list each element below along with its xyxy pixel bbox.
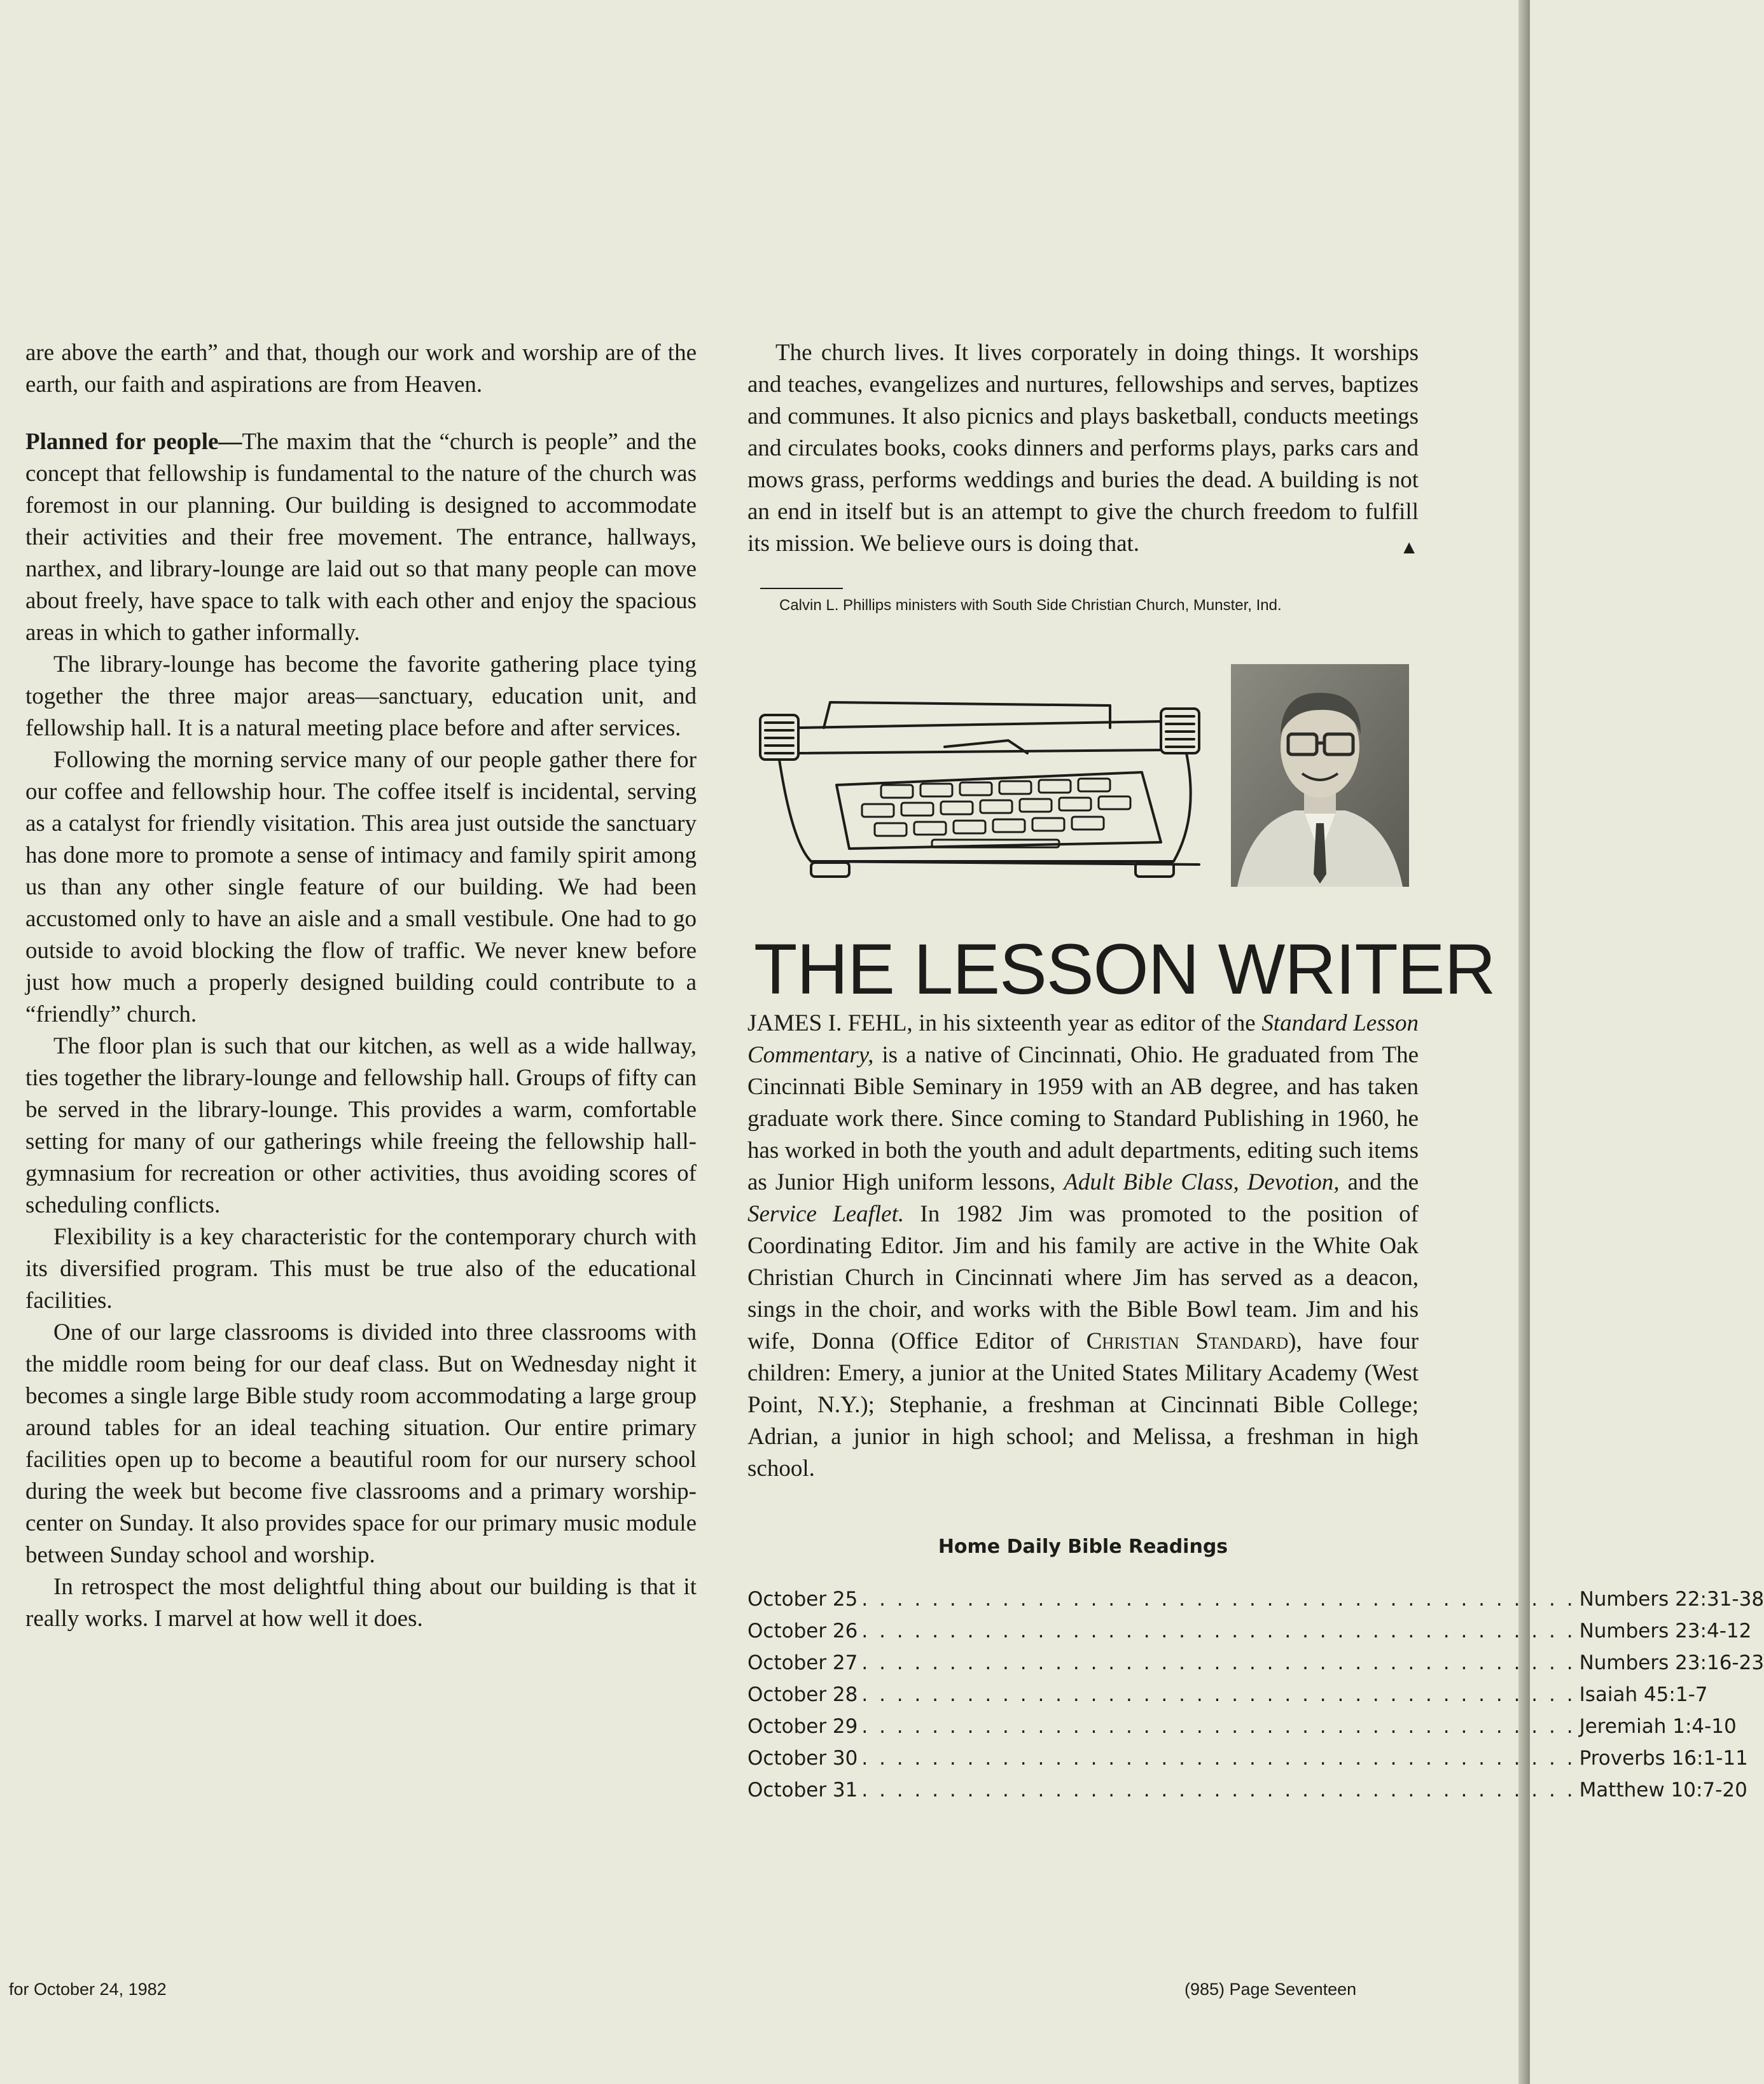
section-heading: Planned for people—: [25, 429, 242, 455]
reading-reference: Numbers 22:31-38: [1579, 1588, 1764, 1611]
reading-reference: Isaiah 45:1-7: [1579, 1683, 1708, 1706]
article-paragraph: Flexibility is a key characteristic for the contemporary church with its diversified program. This must be true also of the educational facilities.: [25, 1224, 697, 1314]
reading-reference: Jeremiah 1:4-10: [1579, 1715, 1737, 1738]
typewriter-illustration: [754, 690, 1212, 893]
reading-date: October 27: [747, 1651, 858, 1674]
article-paragraph: The library-lounge has become the favorite gathering place tying together the three major areas—sanctuary, education unit, and fellowship hall. It is a natural meeting place before and after services.: [25, 651, 697, 741]
article-paragraph: In retrospect the most delightful thing about our building is that it really works. I marvel at how well it does.: [25, 1574, 697, 1632]
leader-dots: . . . . . . . . . . . . . . . . . . . . . . . . . . . . . . . . . . . . . . . . .: [861, 1747, 1576, 1770]
bio-text: ), have four children: Emery, a junior at the United States Military Academy (West Point, N.Y.); Stephanie, a freshman at Cincinnati Bible College; Adrian, a junior in high school; and Melissa, a freshman in high school.: [747, 1328, 1419, 1482]
closing-paragraph: [747, 337, 1419, 560]
reading-date: October 26: [747, 1620, 858, 1643]
author-portrait: [1231, 664, 1409, 887]
leader-dots: . . . . . . . . . . . . . . . . . . . . . . . . . . . . . . . . . . . . . . . . .: [861, 1683, 1576, 1706]
reading-row: [747, 1711, 1737, 1742]
bio-small-caps: Christian Standard: [1086, 1328, 1289, 1354]
bio-title-italic: Service Leaflet.: [747, 1201, 905, 1227]
reading-date: October 29: [747, 1715, 858, 1738]
reading-date: October 31: [747, 1779, 858, 1802]
reading-row: [747, 1615, 1752, 1647]
article-paragraph: Following the morning service many of our people gather there for our coffee and fellowship hour. The coffee itself is incidental, serving as a catalyst for friendly visitation. This area just outside the sanctuary has done more to promote a sense of intimacy and family spirit among us than any other single feature of our building. We had been accustomed only to have an aisle and a small vestibule. One had to go outside to avoid blocking the flow of traffic. We never knew before just how much a properly designed building could contribute to a “friendly” church.: [25, 747, 697, 1027]
paragraph-text: The church lives. It lives corporately in doing things. It worships and teaches, evangelizes and nurtures, fellowships and serves, baptizes and communes. It also picnics and plays basketball, conducts meetings and circulates books, cooks dinners and performs plays, parks cars and mows grass, performs weddings and buries the dead. A building is not an end in itself but is an attempt to give the church freedom to fulfill its mission. We believe ours is doing that.: [747, 340, 1419, 557]
reading-date: October 25: [747, 1588, 858, 1611]
lesson-writer-headline: THE LESSON WRITER: [754, 929, 1496, 1009]
reading-reference: Numbers 23:4-12: [1579, 1620, 1752, 1643]
reading-row: [747, 1647, 1764, 1679]
right-column: [747, 337, 1764, 1816]
bio-text: JAMES I. FEHL, in his sixteenth year as editor of the: [747, 1010, 1262, 1036]
bio-text: is a native of Cincinnati, Ohio. He graduated from The Cincinnati Bible Seminary in 1959 with an AB degree, and has taken graduate work there. Since coming to Standard Publishing in 1960, he has worked in both the youth and adult departments, editing such items as Junior High uniform lessons,: [747, 1042, 1419, 1195]
reading-reference: Numbers 23:16-23: [1579, 1651, 1764, 1674]
reading-row: [747, 1742, 1748, 1774]
author-byline: Calvin L. Phillips ministers with South Side Christian Church, Munster, Ind.: [779, 597, 1282, 614]
reading-date: October 28: [747, 1683, 858, 1706]
left-column: [25, 337, 697, 1635]
reading-row: [747, 1774, 1747, 1806]
end-mark-icon: ▲: [1399, 537, 1419, 558]
reading-row: [747, 1679, 1708, 1711]
leader-dots: . . . . . . . . . . . . . . . . . . . . . . . . . . . . . . . . . . . . . . . . .: [861, 1620, 1576, 1643]
leader-dots: . . . . . . . . . . . . . . . . . . . . . . . . . . . . . . . . . . . . . . . . .: [861, 1651, 1576, 1674]
byline-rule: [760, 588, 843, 589]
footer-date: for October 24, 1982: [9, 1980, 167, 1999]
footer-page-number: (985) Page Seventeen: [1184, 1980, 1357, 1999]
leader-dots: . . . . . . . . . . . . . . . . . . . . . . . . . . . . . . . . . . . . . . . . .: [861, 1588, 1576, 1611]
bio-text: In 1982 Jim was promoted to the position of Coordinating Editor. Jim and his family are active in the White Oak Christian Church in Cincinnati where Jim has served as a deacon, sings in the choir, and works with the Bible Bowl team. Jim and his wife, Donna (Office Editor of: [747, 1201, 1419, 1354]
reading-reference: Matthew 10:7-20: [1579, 1779, 1747, 1802]
bio-text: and the: [1339, 1169, 1419, 1195]
article-paragraph: are above the earth” and that, though our work and worship are of the earth, our faith and aspirations are from Heaven.: [25, 340, 697, 398]
bio-title-italic: Standard Lesson Commentary,: [747, 1010, 1419, 1068]
leader-dots: . . . . . . . . . . . . . . . . . . . . . . . . . . . . . . . . . . . . . . . . .: [861, 1779, 1576, 1802]
writer-bio: [747, 1008, 1419, 1485]
lesson-writer-art: [747, 664, 1419, 919]
paragraph-text: The maxim that the “church is people” and the concept that fellowship is fundamental to the nature of the church was foremost in our planning. Our building is designed to accommodate their activities and their free movement. The entrance, hallways, narthex, and library-lounge are laid out so that many people can move about freely, have space to talk with each other and enjoy the spacious areas in which to gather informally.: [25, 429, 697, 646]
article-paragraph: The floor plan is such that our kitchen, as well as a wide hallway, ties together the library-lounge and fellowship hall. Groups of fifty can be served in the library-lounge. This provides a warm, comfortable setting for many of our gatherings while freeing the fellowship hall-gymnasium for recreation or other activities, thus avoiding scores of scheduling conflicts.: [25, 1033, 697, 1218]
leader-dots: . . . . . . . . . . . . . . . . . . . . . . . . . . . . . . . . . . . . . . . . .: [861, 1715, 1576, 1738]
reading-reference: Proverbs 16:1-11: [1579, 1747, 1748, 1770]
readings-list: [747, 1583, 1764, 1806]
article-paragraph: [25, 426, 697, 649]
bio-title-italic: Adult Bible Class, Devotion,: [1064, 1169, 1340, 1195]
reading-row: [747, 1583, 1764, 1615]
readings-title: Home Daily Bible Readings: [938, 1536, 1228, 1558]
reading-date: October 30: [747, 1747, 858, 1770]
article-paragraph: One of our large classrooms is divided into three classrooms with the middle room being for our deaf class. But on Wednesday night it becomes a single large Bible study room accommodating a large group around tables for an ideal teaching situation. Our entire primary facilities open up to become a beautiful room for our nursery school during the week but become five classrooms and a primary worship-center on Sunday. It also provides space for our primary music module between Sunday school and worship.: [25, 1319, 697, 1568]
